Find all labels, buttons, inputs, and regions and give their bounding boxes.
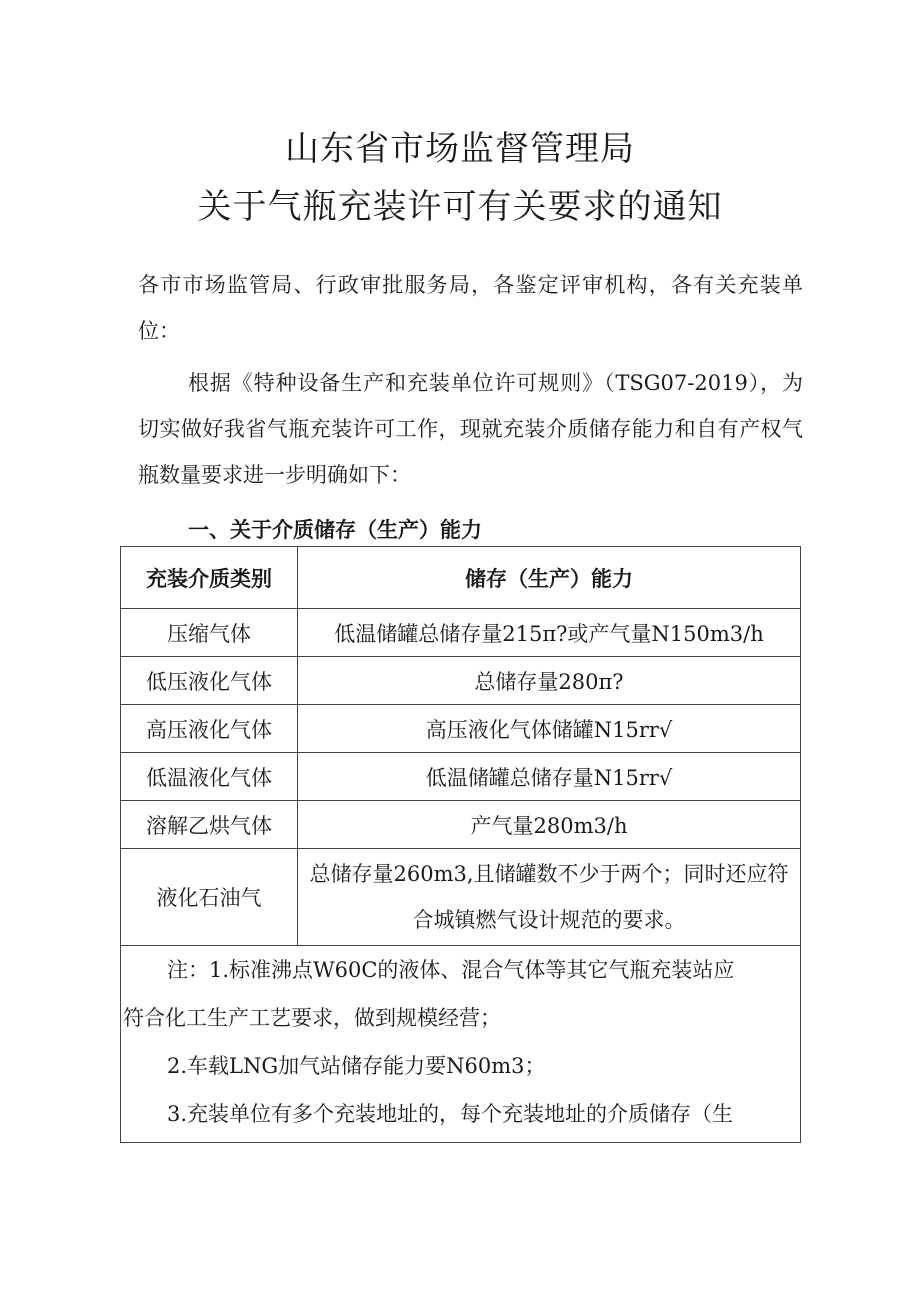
table-row <box>121 609 801 657</box>
note-3: 3.充装单位有多个充装地址的，每个充装地址的介质储存（生 <box>167 1102 734 1126</box>
table-row <box>121 849 801 946</box>
intro-paragraph: 根据《特种设备生产和充装单位许可规则》（TSG07-2019），为切实做好我省气瓶充装许可工作，现就充装介质储存能力和自有产权气瓶数量要求进一步明确如下： <box>138 371 803 487</box>
category-cell: 压缩气体 <box>121 609 298 657</box>
note-2: 2.车载LNG加气站储存能力要N60m3； <box>167 1054 546 1078</box>
category-cell: 高压液化气体 <box>121 705 298 753</box>
section1-heading: 一、关于介质储存（生产）能力 <box>188 517 482 542</box>
header-category: 充装介质类别 <box>121 547 298 609</box>
table-row <box>121 705 801 753</box>
notes-cell <box>121 946 801 1143</box>
capacity-cell: 总储存量260m3,且储罐数不少于两个；同时还应符合城镇燃气设计规范的要求。 <box>298 849 801 946</box>
document-title-line1: 山东省市场监督管理局 <box>285 129 635 169</box>
capacity-cell: 产气量280m3∕h <box>298 801 801 849</box>
header-capacity: 储存（生产）能力 <box>298 547 801 609</box>
capacity-cell: 总储存量280π? <box>298 657 801 705</box>
table-notes-row <box>121 946 801 1143</box>
category-cell: 溶解乙烘气体 <box>121 801 298 849</box>
category-cell: 低压液化气体 <box>121 657 298 705</box>
note-1-line-a: 注：1.标准沸点W60C的液体、混合气体等其它气瓶充装站应 <box>167 958 735 982</box>
note-1-line-b: 符合化工生产工艺要求，做到规模经营； <box>123 1006 501 1030</box>
capacity-table <box>120 546 801 1143</box>
capacity-cell: 低温储罐总储存量N15rr√ <box>298 753 801 801</box>
capacity-cell: 低温储罐总储存量215π?或产气量N150m3∕h <box>298 609 801 657</box>
table-row <box>121 801 801 849</box>
category-cell: 低温液化气体 <box>121 753 298 801</box>
category-cell: 液化石油气 <box>121 849 298 946</box>
table-header-row <box>121 547 801 609</box>
document-title-line2: 关于气瓶充装许可有关要求的通知 <box>197 187 723 227</box>
salutation: 各市市场监管局、行政审批服务局，各鉴定评审机构，各有关充装单位： <box>138 273 803 343</box>
capacity-cell: 高压液化气体储罐N15rr√ <box>298 705 801 753</box>
table-row <box>121 657 801 705</box>
table-row <box>121 753 801 801</box>
